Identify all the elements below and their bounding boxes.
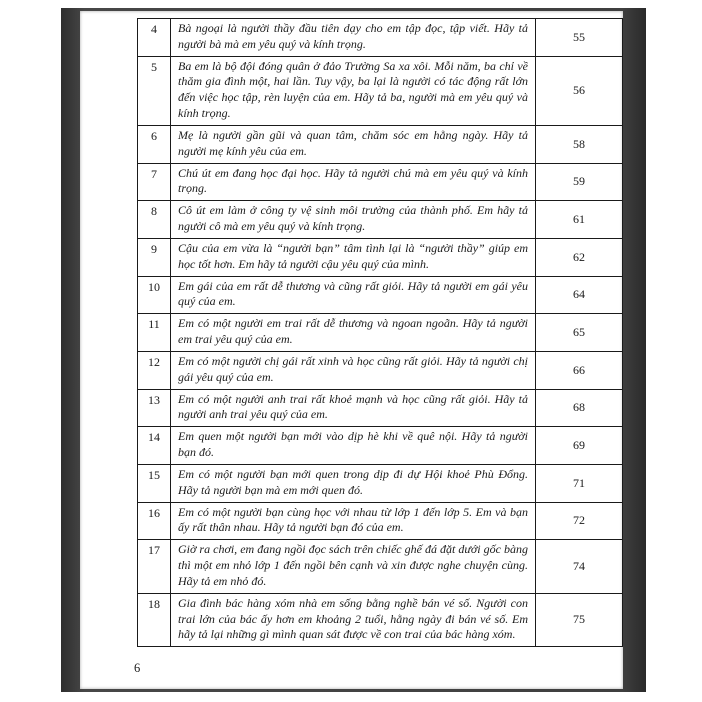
table-row: [138, 163, 623, 201]
page-number: 6: [134, 661, 141, 675]
topic-description: Em có một người bạn cùng học với nhau từ lớp 1 đến lớp 5. Em và bạn ấy rất thân nhau. Hãy tả người bạn đó của em.: [171, 502, 536, 540]
topic-description: Em có một người anh trai rất khoẻ mạnh và học cũng rất giỏi. Hãy tả người anh trai yêu quý của em.: [171, 389, 536, 427]
topic-description: Ba em là bộ đội đóng quân ở đảo Trường Sa xa xôi. Mỗi năm, ba chỉ về thăm gia đình một, hai lần. Tuy vậy, ba lại là người có tác động rất lớn đến việc học tập, rèn luyện của em. Hãy tả ba, người mà em yêu quý và kính trọng.: [171, 56, 536, 125]
page-ref: 66: [536, 351, 623, 389]
document-page: [80, 11, 623, 689]
topic-description: Cô út em làm ở công ty vệ sinh môi trường của thành phố. Em hãy tả người cô mà em yêu quý và kính trọng.: [171, 201, 536, 239]
table-row: [138, 389, 623, 427]
topic-description: Cậu của em vừa là “người bạn” tâm tình lại là “người thầy” giúp em học tốt hơn. Em hãy tả người cậu yêu quý của mình.: [171, 238, 536, 276]
row-number: 15: [138, 464, 171, 502]
table-row: [138, 593, 623, 646]
table-row: [138, 464, 623, 502]
page-ref: 68: [536, 389, 623, 427]
row-number: 4: [138, 19, 171, 57]
topic-description: Em có một người bạn mới quen trong dịp đi dự Hội khoẻ Phù Đổng. Hãy tả người bạn mà em mới quen đó.: [171, 464, 536, 502]
topic-description: Em gái của em rất dễ thương và cũng rất giỏi. Hãy tả người em gái yêu quý của em.: [171, 276, 536, 314]
row-number: 16: [138, 502, 171, 540]
page-ref: 56: [536, 56, 623, 125]
row-number: 18: [138, 593, 171, 646]
row-number: 12: [138, 351, 171, 389]
page-ref: 62: [536, 238, 623, 276]
topic-description: Giờ ra chơi, em đang ngồi đọc sách trên chiếc ghế đá đặt dưới gốc bàng thì một em nhỏ lớp 1 đến ngồi bên cạnh và xin được nghe chuyện cùng. Hãy tả em nhỏ đó.: [171, 540, 536, 593]
page-ref: 71: [536, 464, 623, 502]
page-ref: 61: [536, 201, 623, 239]
row-number: 5: [138, 56, 171, 125]
row-number: 10: [138, 276, 171, 314]
table-row: [138, 125, 623, 163]
table-row: [138, 502, 623, 540]
page-ref: 65: [536, 314, 623, 352]
topic-description: Em có một người chị gái rất xinh và học cũng rất giỏi. Hãy tả người chị gái yêu quý của em.: [171, 351, 536, 389]
table-row: [138, 19, 623, 57]
page-ref: 59: [536, 163, 623, 201]
page-ref: 58: [536, 125, 623, 163]
topic-description: Gia đình bác hàng xóm nhà em sống bằng nghề bán vé số. Người con trai lớn của bác ấy hơn em khoảng 2 tuổi, hằng ngày đi bán vé số. Em hãy tả lại những gì mình quan sát được về con trai của bác hàng xóm.: [171, 593, 536, 646]
table-row: [138, 201, 623, 239]
row-number: 8: [138, 201, 171, 239]
row-number: 13: [138, 389, 171, 427]
table-row: [138, 540, 623, 593]
page-ref: 75: [536, 593, 623, 646]
page-ref: 72: [536, 502, 623, 540]
row-number: 6: [138, 125, 171, 163]
table-row: [138, 238, 623, 276]
row-number: 14: [138, 427, 171, 465]
row-number: 9: [138, 238, 171, 276]
contents-table: [137, 18, 623, 647]
topic-description: Mẹ là người gần gũi và quan tâm, chăm sóc em hằng ngày. Hãy tả người mẹ kính yêu của em.: [171, 125, 536, 163]
table-row: [138, 276, 623, 314]
page-ref: 69: [536, 427, 623, 465]
row-number: 17: [138, 540, 171, 593]
table-row: [138, 314, 623, 352]
page-ref: 74: [536, 540, 623, 593]
table-row: [138, 56, 623, 125]
page-ref: 55: [536, 19, 623, 57]
page-ref: 64: [536, 276, 623, 314]
row-number: 11: [138, 314, 171, 352]
row-number: 7: [138, 163, 171, 201]
table-row: [138, 427, 623, 465]
topic-description: Bà ngoại là người thầy đầu tiên dạy cho em tập đọc, tập viết. Hãy tả người bà mà em yêu quý và kính trọng.: [171, 19, 536, 57]
table-row: [138, 351, 623, 389]
topic-description: Em có một người em trai rất dễ thương và ngoan ngoãn. Hãy tả người em trai yêu quý của em.: [171, 314, 536, 352]
topic-description: Chú út em đang học đại học. Hãy tả người chú mà em yêu quý và kính trọng.: [171, 163, 536, 201]
topic-description: Em quen một người bạn mới vào dịp hè khi về quê nội. Hãy tả người bạn đó.: [171, 427, 536, 465]
